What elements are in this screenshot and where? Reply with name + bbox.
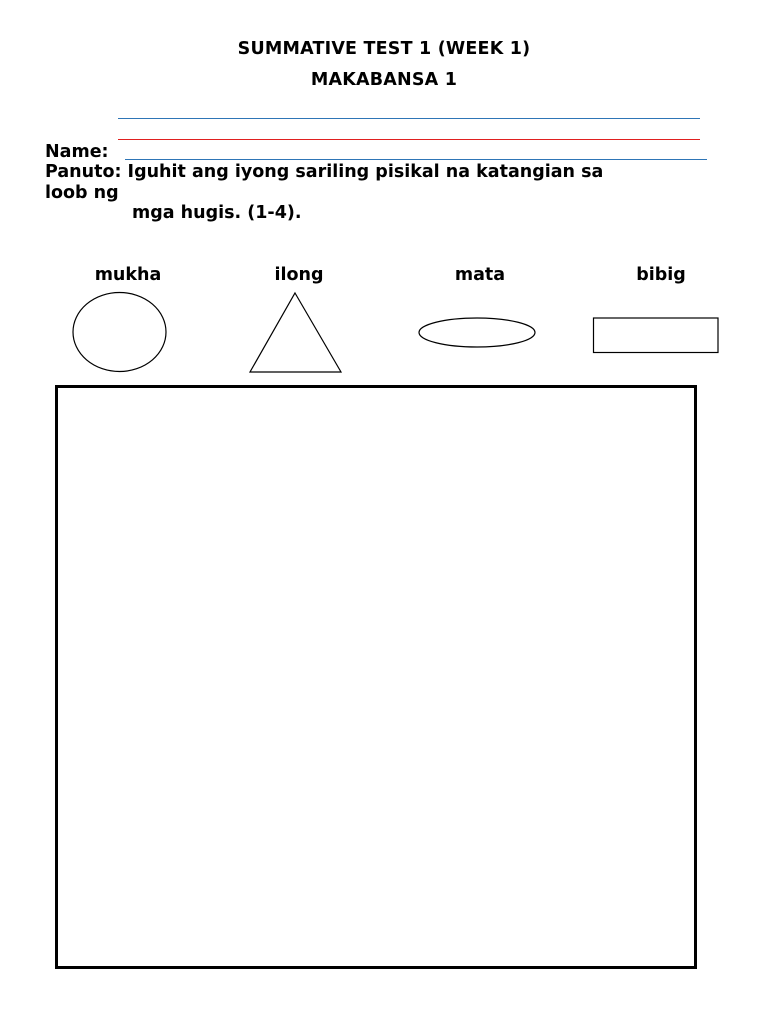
triangle-shape-ilong [250,293,341,372]
drawing-area[interactable] [55,385,697,969]
guide-line-middle [118,139,700,140]
name-label: Name: [45,142,109,162]
ellipse-shape-mata [419,318,535,347]
page-title: SUMMATIVE TEST 1 (WEEK 1) [237,39,531,59]
circle-shape-mukha [73,293,166,372]
guide-line-top [118,118,700,119]
shape-label-bibig: bibig [636,265,686,285]
shape-label-ilong: ilong [274,265,324,285]
shape-label-mukha: mukha [94,265,162,285]
rectangle-shape-bibig [594,318,719,353]
name-field[interactable] [125,159,707,160]
shape-label-mata: mata [454,265,506,285]
shapes-row [0,280,768,380]
subject-title: MAKABANSA 1 [310,70,458,90]
instructions-line-2: loob ng [45,183,119,203]
instructions-line-1: Panuto: Iguhit ang iyong sariling pisikal na katangian sa [45,162,604,182]
instructions-line-3: mga hugis. (1-4). [132,203,302,223]
